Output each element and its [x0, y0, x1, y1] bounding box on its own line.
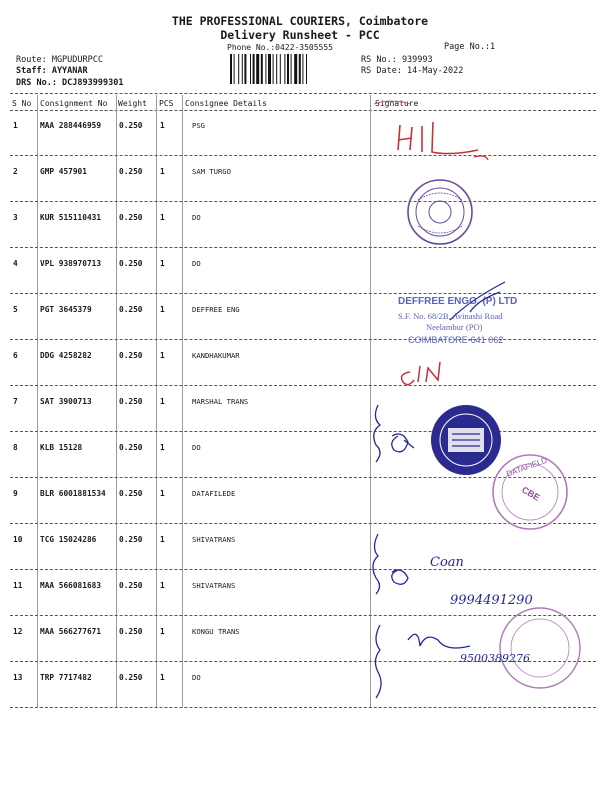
row-consignment-no: SAT 3900713	[40, 397, 92, 406]
row-consignee: KANDHAKUMAR	[192, 351, 240, 360]
row-pcs: 1	[160, 259, 165, 268]
blue-signature-row8	[374, 405, 414, 462]
row-consignee: DEFFREE ENG	[192, 305, 240, 314]
col-consignee: Consignee Details	[185, 99, 267, 108]
blue-brace-row10	[373, 534, 380, 594]
row-consignee: SAM TURGO	[192, 167, 231, 176]
svg-text:S.F. No. 68/2B, Avinashi Road: S.F. No. 68/2B, Avinashi Road	[398, 311, 503, 321]
row-consignee: DO	[192, 443, 201, 452]
svg-text:9500389276: 9500389276	[460, 652, 530, 665]
row-sno: 9	[13, 489, 18, 498]
svg-text:Coan: Coan	[430, 555, 464, 570]
row-weight: 0.250	[119, 397, 143, 406]
row-consignee: SHIVATRANS	[192, 535, 236, 544]
row-consignee: DO	[192, 673, 201, 682]
row-weight: 0.250	[119, 627, 143, 636]
row-pcs: 1	[160, 581, 165, 590]
row-pcs: 1	[160, 489, 165, 498]
row-sno: 7	[13, 397, 18, 406]
row-pcs: 1	[160, 167, 165, 176]
svg-text:Neelambur (PO): Neelambur (PO)	[426, 322, 483, 332]
row-consignment-no: DDG 4258282	[40, 351, 92, 360]
row-consignee: DO	[192, 259, 201, 268]
col-consignment: Consignment No	[40, 99, 108, 108]
marshal-stamp	[431, 405, 501, 475]
row-pcs: 1	[160, 351, 165, 360]
row-weight: 0.250	[119, 351, 143, 360]
rs-date: RS Date: 14-May-2022	[361, 66, 464, 76]
row-consignment-no: MAA 288446959	[40, 121, 102, 130]
page-subtitle: Delivery Runsheet - PCC	[220, 28, 380, 42]
row-weight: 0.250	[119, 489, 143, 498]
row-sno: 3	[13, 213, 18, 222]
row-weight: 0.250	[119, 673, 143, 682]
row-consignment-no: TRP 7717482	[40, 673, 92, 682]
svg-text:CBE: CBE	[520, 484, 542, 503]
row-consignment-no: PGT 3645379	[40, 305, 92, 314]
row-consignment-no: KLB 15128	[40, 443, 83, 452]
row-weight: 0.250	[119, 259, 143, 268]
row-sno: 13	[13, 673, 23, 682]
row-consignee: KONGU TRANS	[192, 627, 240, 636]
round-stamp-row12	[500, 608, 580, 688]
drs-number: DRS No.: DCJ893999301	[16, 78, 124, 88]
row-consignee: DO	[192, 213, 201, 222]
row-consignment-no: BLR 6001881534	[40, 489, 106, 498]
row-sno: 4	[13, 259, 18, 268]
row-weight: 0.250	[119, 213, 143, 222]
row-sno: 11	[13, 581, 23, 590]
blue-brace-row12	[375, 625, 381, 698]
row-pcs: 1	[160, 673, 165, 682]
svg-text:9994491290: 9994491290	[450, 593, 533, 608]
datafield-stamp	[493, 455, 567, 529]
row-pcs: 1	[160, 397, 165, 406]
row-consignment-no: VPL 938970713	[40, 259, 102, 268]
row-pcs: 1	[160, 535, 165, 544]
row-weight: 0.250	[119, 443, 143, 452]
col-sno: S No	[12, 99, 32, 108]
rs-number: RS No.: 939993	[361, 55, 433, 65]
phone-number: Phone No.:0422-3505555	[227, 43, 333, 52]
row-pcs: 1	[160, 213, 165, 222]
row-consignment-no: KUR 515110431	[40, 213, 102, 222]
row-pcs: 1	[160, 627, 165, 636]
row-sno: 12	[13, 627, 23, 636]
row-consignee: MARSHAL TRANS	[192, 397, 249, 406]
page-number: Page No.:1	[444, 42, 496, 52]
col-pcs: PCS	[159, 99, 174, 108]
row-sno: 8	[13, 443, 18, 452]
row-weight: 0.250	[119, 305, 143, 314]
row-sno: 1	[13, 121, 18, 130]
row-weight: 0.250	[119, 121, 143, 130]
col-signature: Signature	[375, 99, 419, 108]
row-consignment-no: GMP 457901	[40, 167, 87, 176]
col-weight: Weight	[118, 99, 147, 108]
row-consignment-no: MAA 566277671	[40, 627, 102, 636]
row-sno: 5	[13, 305, 18, 314]
staff-label: Staff: AYYANAR	[16, 66, 88, 76]
row-sno: 10	[13, 535, 23, 544]
row-consignment-no: MAA 566081683	[40, 581, 102, 590]
row-sno: 6	[13, 351, 18, 360]
red-signature-row6	[402, 362, 440, 385]
row-pcs: 1	[160, 305, 165, 314]
red-signature-row1	[398, 122, 478, 154]
svg-text:DEFFREE ENGG. (P) LTD: DEFFREE ENGG. (P) LTD	[398, 296, 518, 307]
svg-text:COIMBATORE-641 062: COIMBATORE-641 062	[408, 335, 504, 345]
row-consignee: PSG	[192, 121, 205, 130]
route-label: Route: MGPUDURPCC	[16, 55, 103, 65]
row-consignee: SHIVATRANS	[192, 581, 236, 590]
svg-text:DATAFIELD: DATAFIELD	[505, 455, 549, 479]
row-weight: 0.250	[119, 535, 143, 544]
row-pcs: 1	[160, 443, 165, 452]
row-sno: 2	[13, 167, 18, 176]
round-stamp-row3	[408, 180, 472, 244]
row-consignee: DATAFILEDE	[192, 489, 236, 498]
page-title: THE PROFESSIONAL COURIERS, Coimbatore	[171, 14, 429, 28]
row-consignment-no: TCG 15024286	[40, 535, 97, 544]
row-pcs: 1	[160, 121, 165, 130]
row-weight: 0.250	[119, 167, 143, 176]
deffree-stamp	[398, 282, 517, 345]
row-weight: 0.250	[119, 581, 143, 590]
